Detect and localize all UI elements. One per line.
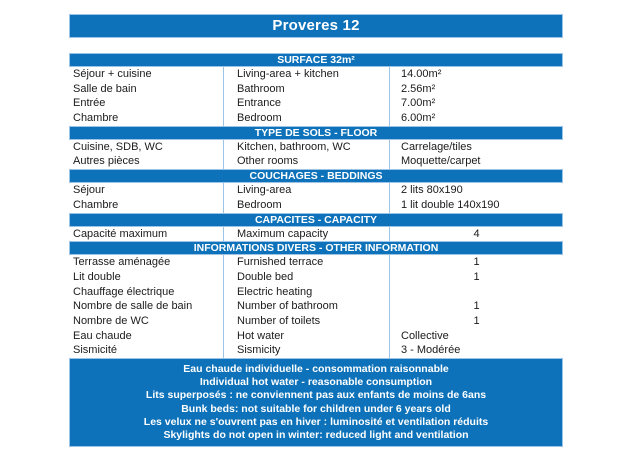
- section-header: INFORMATIONS DIVERS - OTHER INFORMATION: [69, 241, 563, 255]
- label-french: Chambre: [73, 112, 119, 125]
- label-english: Living-area: [223, 183, 389, 198]
- value-cell: 1: [389, 314, 563, 329]
- table-row: [69, 343, 563, 358]
- label-english: Bathroom: [223, 82, 389, 97]
- section-header: SURFACE 32m²: [69, 53, 563, 67]
- value-cell: 2.56m²: [389, 82, 563, 97]
- info-table: [69, 53, 563, 358]
- value-cell: 6.00m²: [389, 111, 563, 126]
- footer-note-line: Bunk beds: not suitable for children under 6 years old: [181, 402, 451, 415]
- page-title: Proveres 12: [69, 14, 563, 38]
- value-cell: Moquette/carpet: [389, 154, 563, 169]
- label-english: Bedroom: [223, 111, 389, 126]
- value-cell: 2 lits 80x190: [389, 183, 563, 198]
- label-english: Entrance: [223, 96, 389, 111]
- document: [69, 14, 563, 447]
- footer-note-line: Lits superposés : ne conviennent pas aux enfants de moins de 6ans: [145, 389, 487, 402]
- table-row: [69, 154, 563, 169]
- value-cell: Carrelage/tiles: [389, 140, 563, 155]
- table-row: [69, 314, 563, 329]
- label-english: Kitchen, bathroom, WC: [223, 140, 389, 155]
- value-cell: Collective: [389, 329, 563, 344]
- table-row: [69, 227, 563, 242]
- section-header: TYPE DE SOLS - FLOOR: [69, 126, 563, 140]
- label-english: Other rooms: [223, 154, 389, 169]
- label-french: Nombre de WC: [73, 314, 149, 327]
- label-french: Salle de bain: [73, 82, 137, 95]
- label-english: Sismicity: [223, 343, 389, 358]
- value-cell: 1: [389, 270, 563, 285]
- label-french: Nombre de salle de bain: [73, 300, 193, 313]
- value-cell: 14.00m²: [389, 67, 563, 82]
- label-french: Terrasse aménagée: [73, 256, 171, 269]
- table-row: [69, 82, 563, 97]
- table-row: [69, 67, 563, 82]
- value-cell: 3 - Modérée: [389, 343, 563, 358]
- section-header: CAPACITES - CAPACITY: [69, 213, 563, 227]
- section-header: COUCHAGES - BEDDINGS: [69, 169, 563, 183]
- table-row: [69, 198, 563, 213]
- label-french: Sismicité: [73, 344, 118, 357]
- label-french: Chauffage électrique: [73, 285, 175, 298]
- value-cell: 1 lit double 140x190: [389, 198, 563, 213]
- label-english: Maximum capacity: [223, 227, 389, 242]
- footer-note-line: Skylights do not open in winter: reduced light and ventilation: [163, 429, 469, 442]
- footer-notes: [69, 358, 563, 447]
- label-french: Séjour: [73, 184, 105, 197]
- label-french: Capacité maximum: [73, 227, 168, 240]
- label-french: Cuisine, SDB, WC: [73, 140, 163, 153]
- value-cell: [389, 285, 563, 300]
- table-row: [69, 299, 563, 314]
- label-english: Hot water: [223, 329, 389, 344]
- footer-note-line: Individual hot water - reasonable consumption: [199, 376, 433, 389]
- table-row: [69, 270, 563, 285]
- table-row: [69, 329, 563, 344]
- label-french: Chambre: [73, 198, 119, 211]
- label-english: Number of bathroom: [223, 299, 389, 314]
- label-english: Number of toilets: [223, 314, 389, 329]
- label-french: Eau chaude: [73, 329, 132, 342]
- label-english: Electric heating: [223, 285, 389, 300]
- value-cell: 4: [389, 227, 563, 242]
- table-row: [69, 183, 563, 198]
- label-french: Entrée: [73, 97, 106, 110]
- table-row: [69, 140, 563, 155]
- label-english: Living-area + kitchen: [223, 67, 389, 82]
- value-cell: 1: [389, 299, 563, 314]
- label-english: Double bed: [223, 270, 389, 285]
- label-english: Bedroom: [223, 198, 389, 213]
- label-english: Furnished terrace: [223, 255, 389, 270]
- value-cell: 1: [389, 255, 563, 270]
- label-french: Lit double: [73, 270, 121, 283]
- value-cell: 7.00m²: [389, 96, 563, 111]
- footer-note-line: Les velux ne s'ouvrent pas en hiver : luminosité et ventilation réduits: [143, 415, 489, 428]
- label-french: Séjour + cuisine: [73, 68, 152, 80]
- footer-note-line: Eau chaude individuelle - consommation raisonnable: [183, 363, 449, 375]
- table-row: [69, 96, 563, 111]
- label-french: Autres pièces: [73, 155, 140, 168]
- table-row: [69, 111, 563, 126]
- table-row: [69, 255, 563, 270]
- table-row: [69, 285, 563, 300]
